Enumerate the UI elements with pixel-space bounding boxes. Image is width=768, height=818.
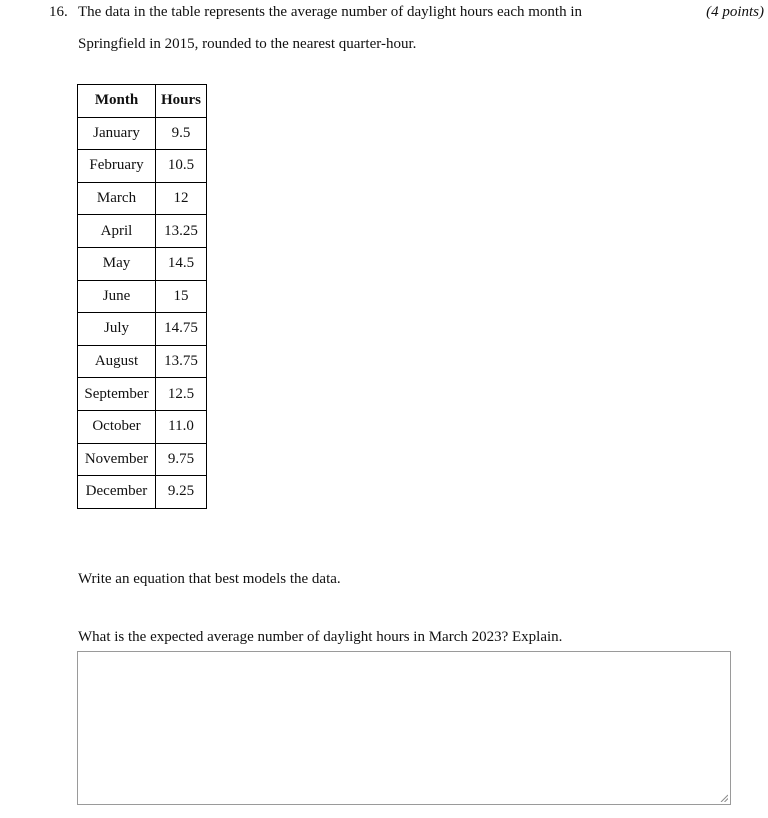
resize-grip-icon[interactable]: [720, 794, 728, 802]
table-row: [78, 378, 207, 411]
question-text-line-1: The data in the table represents the average number of daylight hours each month in: [78, 4, 582, 20]
hours-cell: 14.5: [156, 247, 207, 280]
table-row: [78, 345, 207, 378]
month-cell: September: [78, 378, 156, 411]
hours-cell: 12: [156, 182, 207, 215]
hours-cell: 9.25: [156, 476, 207, 509]
hours-cell: 11.0: [156, 410, 207, 443]
hours-cell: 9.5: [156, 117, 207, 150]
header-hours: Hours: [156, 85, 207, 118]
march-2023-prompt: What is the expected average number of daylight hours in March 2023? Explain.: [78, 629, 563, 645]
hours-cell: 13.25: [156, 215, 207, 248]
table-row: [78, 117, 207, 150]
answer-textarea[interactable]: [77, 651, 731, 805]
daylight-hours-table: [77, 84, 207, 509]
question-text: [78, 3, 678, 53]
hours-cell: 12.5: [156, 378, 207, 411]
table-row: [78, 476, 207, 509]
hours-cell: 9.75: [156, 443, 207, 476]
hours-cell: 15: [156, 280, 207, 313]
month-cell: May: [78, 247, 156, 280]
table-header-row: [78, 85, 207, 118]
month-cell: June: [78, 280, 156, 313]
question-text-line-2: Springfield in 2015, rounded to the nearest quarter-hour.: [78, 36, 417, 52]
month-cell: October: [78, 410, 156, 443]
month-cell: November: [78, 443, 156, 476]
header-month: Month: [78, 85, 156, 118]
table-row: [78, 182, 207, 215]
table-row: [78, 313, 207, 346]
table-row: [78, 280, 207, 313]
hours-cell: 13.75: [156, 345, 207, 378]
equation-prompt: Write an equation that best models the data.: [78, 571, 341, 587]
table-row: [78, 215, 207, 248]
table-row: [78, 410, 207, 443]
table-row: [78, 150, 207, 183]
question-number: 16.: [49, 4, 68, 20]
hours-cell: 14.75: [156, 313, 207, 346]
table-row: [78, 247, 207, 280]
month-cell: July: [78, 313, 156, 346]
month-cell: December: [78, 476, 156, 509]
month-cell: August: [78, 345, 156, 378]
month-cell: March: [78, 182, 156, 215]
hours-cell: 10.5: [156, 150, 207, 183]
month-cell: February: [78, 150, 156, 183]
points-label: (4 points): [706, 4, 764, 20]
month-cell: January: [78, 117, 156, 150]
table-row: [78, 443, 207, 476]
month-cell: April: [78, 215, 156, 248]
